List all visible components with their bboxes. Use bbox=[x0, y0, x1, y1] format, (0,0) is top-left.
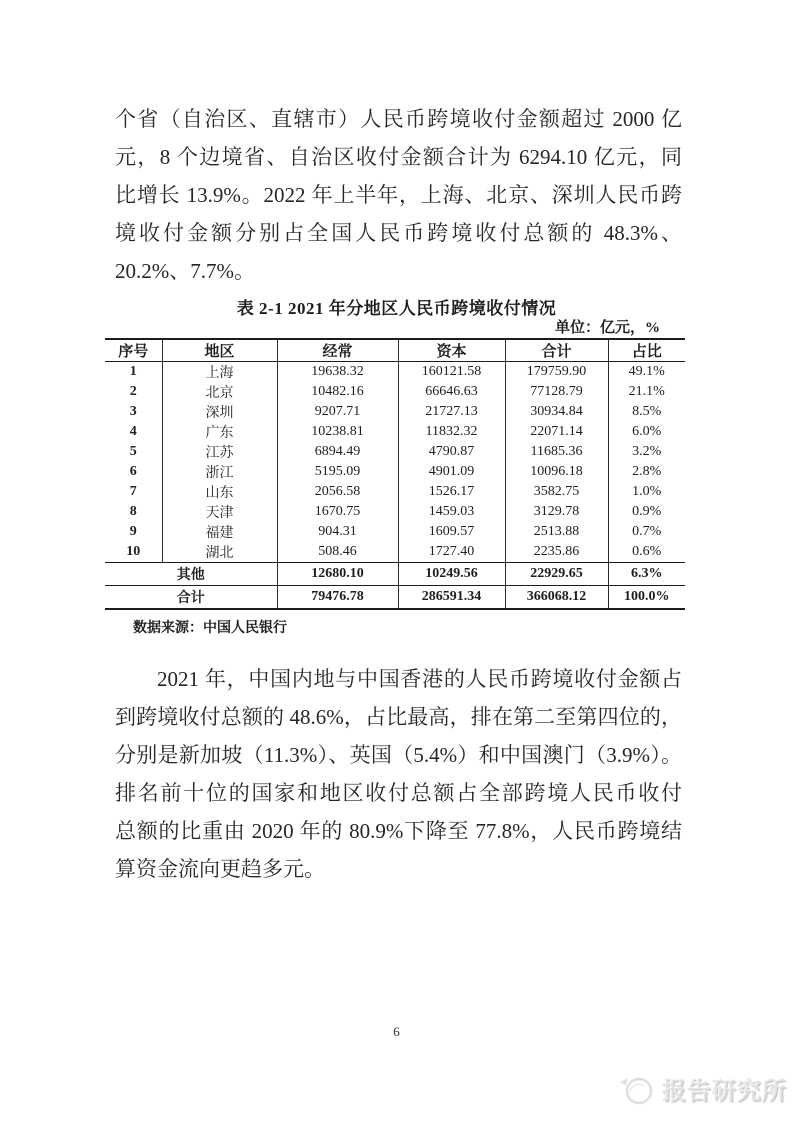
cell-region: 湖北 bbox=[162, 542, 277, 563]
data-table bbox=[105, 338, 685, 610]
cell-region: 广东 bbox=[162, 422, 277, 442]
cell-share: 0.9% bbox=[632, 504, 662, 519]
cell-region: 深圳 bbox=[162, 402, 277, 422]
cell-index: 5 bbox=[105, 442, 162, 462]
watermark-text: 报告研究所 bbox=[662, 1077, 787, 1105]
cell-current: 1670.75 bbox=[277, 502, 398, 522]
cell-total: 3582.75 bbox=[505, 482, 608, 502]
paragraph-line: 分别是新加坡（11.3%）、英国（5.4%）和中国澳门（3.9%）。 bbox=[115, 743, 682, 767]
cell-share: 100.0% bbox=[608, 586, 685, 610]
cell-total: 2513.88 bbox=[505, 522, 608, 542]
paragraph-line: 境收付金额分别占全国人民币跨境收付总额的 48.3%、 bbox=[115, 221, 682, 245]
cell-current: 79476.78 bbox=[277, 586, 398, 610]
table-header-row bbox=[105, 339, 685, 362]
cell-index: 9 bbox=[105, 522, 162, 542]
cell-current: 12680.10 bbox=[277, 563, 398, 586]
cell-current: 9207.71 bbox=[277, 402, 398, 422]
cell-share: 6.3% bbox=[608, 563, 685, 586]
header-cell-current: 经常 bbox=[277, 339, 398, 362]
cell-index: 4 bbox=[105, 422, 162, 442]
cell-capital: 1609.57 bbox=[398, 522, 505, 542]
cell-region: 浙江 bbox=[162, 462, 277, 482]
cell-total: 2235.86 bbox=[505, 542, 608, 563]
paragraph-1 bbox=[115, 100, 682, 290]
paragraph-line: 20.2%、7.7%。 bbox=[115, 259, 255, 283]
cell-share: 0.7% bbox=[632, 524, 662, 539]
cell-region: 北京 bbox=[162, 382, 277, 402]
cell-index: 1 bbox=[105, 362, 162, 383]
table-unit-note: 单位：亿元，% bbox=[554, 320, 660, 336]
cell-total: 366068.12 bbox=[505, 586, 608, 610]
cell-total: 77128.79 bbox=[505, 382, 608, 402]
watermark-logo-icon bbox=[616, 1068, 656, 1108]
cell-index: 8 bbox=[105, 502, 162, 522]
table-row-other bbox=[105, 563, 685, 586]
header-cell-share: 占比 bbox=[608, 339, 685, 362]
cell-total: 3129.78 bbox=[505, 502, 608, 522]
header-cell-capital: 资本 bbox=[398, 339, 505, 362]
cell-share: 0.6% bbox=[632, 544, 662, 559]
cell-share: 1.0% bbox=[632, 484, 662, 499]
table-row bbox=[105, 502, 685, 522]
cell-total: 30934.84 bbox=[505, 402, 608, 422]
cell-index: 2 bbox=[105, 382, 162, 402]
cell-current: 10238.81 bbox=[277, 422, 398, 442]
cell-region: 江苏 bbox=[162, 442, 277, 462]
cell-current: 10482.16 bbox=[277, 382, 398, 402]
cell-capital: 11832.32 bbox=[398, 422, 505, 442]
paragraph-line: 排名前十位的国家和地区收付总额占全部跨境人民币收付 bbox=[115, 781, 682, 805]
cell-capital: 21727.13 bbox=[398, 402, 505, 422]
cell-total: 22929.65 bbox=[505, 563, 608, 586]
paragraph-line: 2021 年，中国内地与中国香港的人民币跨境收付金额占 bbox=[157, 667, 682, 691]
paragraph-line: 到跨境收付总额的 48.6%，占比最高，排在第二至第四位的， bbox=[115, 705, 682, 729]
table-title: 表 2-1 2021 年分地区人民币跨境收付情况 bbox=[236, 299, 557, 318]
cell-index: 3 bbox=[105, 402, 162, 422]
cell-total-label: 合计 bbox=[105, 586, 277, 610]
paragraph-line: 比增长 13.9%。2022 年上半年，上海、北京、深圳人民币跨 bbox=[115, 183, 682, 207]
paragraph-line: 算资金流向更趋多元。 bbox=[115, 857, 325, 881]
paragraph-line: 总额的比重由 2020 年的 80.9%下降至 77.8%，人民币跨境结 bbox=[115, 819, 682, 843]
cell-capital: 10249.56 bbox=[398, 563, 505, 586]
table-row bbox=[105, 542, 685, 563]
cell-capital: 4790.87 bbox=[398, 442, 505, 462]
cell-region: 山东 bbox=[162, 482, 277, 502]
cell-share: 3.2% bbox=[632, 444, 662, 459]
cell-capital: 160121.58 bbox=[398, 362, 505, 383]
table-row bbox=[105, 522, 685, 542]
cell-region: 天津 bbox=[162, 502, 277, 522]
cell-share: 49.1% bbox=[628, 364, 665, 379]
cell-other-label: 其他 bbox=[105, 563, 277, 586]
cell-share: 21.1% bbox=[628, 384, 665, 399]
table-row bbox=[105, 402, 685, 422]
cell-capital: 1459.03 bbox=[398, 502, 505, 522]
cell-capital: 1526.17 bbox=[398, 482, 505, 502]
cell-total: 11685.36 bbox=[505, 442, 608, 462]
page-number: 6 bbox=[393, 1024, 400, 1039]
cell-current: 5195.09 bbox=[277, 462, 398, 482]
cell-current: 19638.32 bbox=[277, 362, 398, 383]
paragraph-2 bbox=[115, 660, 682, 888]
cell-share: 8.5% bbox=[632, 404, 662, 419]
paragraph-line: 个省（自治区、直辖市）人民币跨境收付金额超过 2000 亿 bbox=[115, 107, 682, 131]
table-row bbox=[105, 442, 685, 462]
table-row bbox=[105, 462, 685, 482]
cell-current: 6894.49 bbox=[277, 442, 398, 462]
cell-current: 904.31 bbox=[277, 522, 398, 542]
cell-index: 7 bbox=[105, 482, 162, 502]
cell-share: 2.8% bbox=[632, 464, 662, 479]
paragraph-line: 元，8 个边境省、自治区收付金额合计为 6294.10 亿元，同 bbox=[115, 145, 682, 169]
table-row bbox=[105, 482, 685, 502]
cell-total: 22071.14 bbox=[505, 422, 608, 442]
table-row bbox=[105, 422, 685, 442]
data-source-note: 数据来源：中国人民银行 bbox=[133, 621, 287, 636]
cell-index: 10 bbox=[105, 542, 162, 563]
cell-region: 福建 bbox=[162, 522, 277, 542]
cell-capital: 66646.63 bbox=[398, 382, 505, 402]
table-row bbox=[105, 362, 685, 383]
cell-capital: 4901.09 bbox=[398, 462, 505, 482]
table-row-total bbox=[105, 586, 685, 610]
cell-index: 6 bbox=[105, 462, 162, 482]
cell-region: 上海 bbox=[162, 362, 277, 383]
watermark bbox=[616, 1068, 787, 1108]
cell-capital: 286591.34 bbox=[398, 586, 505, 610]
cell-capital: 1727.40 bbox=[398, 542, 505, 563]
cell-total: 179759.90 bbox=[505, 362, 608, 383]
cell-share: 6.0% bbox=[632, 424, 662, 439]
cell-total: 10096.18 bbox=[505, 462, 608, 482]
header-cell-region: 地区 bbox=[162, 339, 277, 362]
cell-current: 2056.58 bbox=[277, 482, 398, 502]
cell-current: 508.46 bbox=[277, 542, 398, 563]
table-row bbox=[105, 382, 685, 402]
header-cell-index: 序号 bbox=[105, 339, 162, 362]
header-cell-total: 合计 bbox=[505, 339, 608, 362]
